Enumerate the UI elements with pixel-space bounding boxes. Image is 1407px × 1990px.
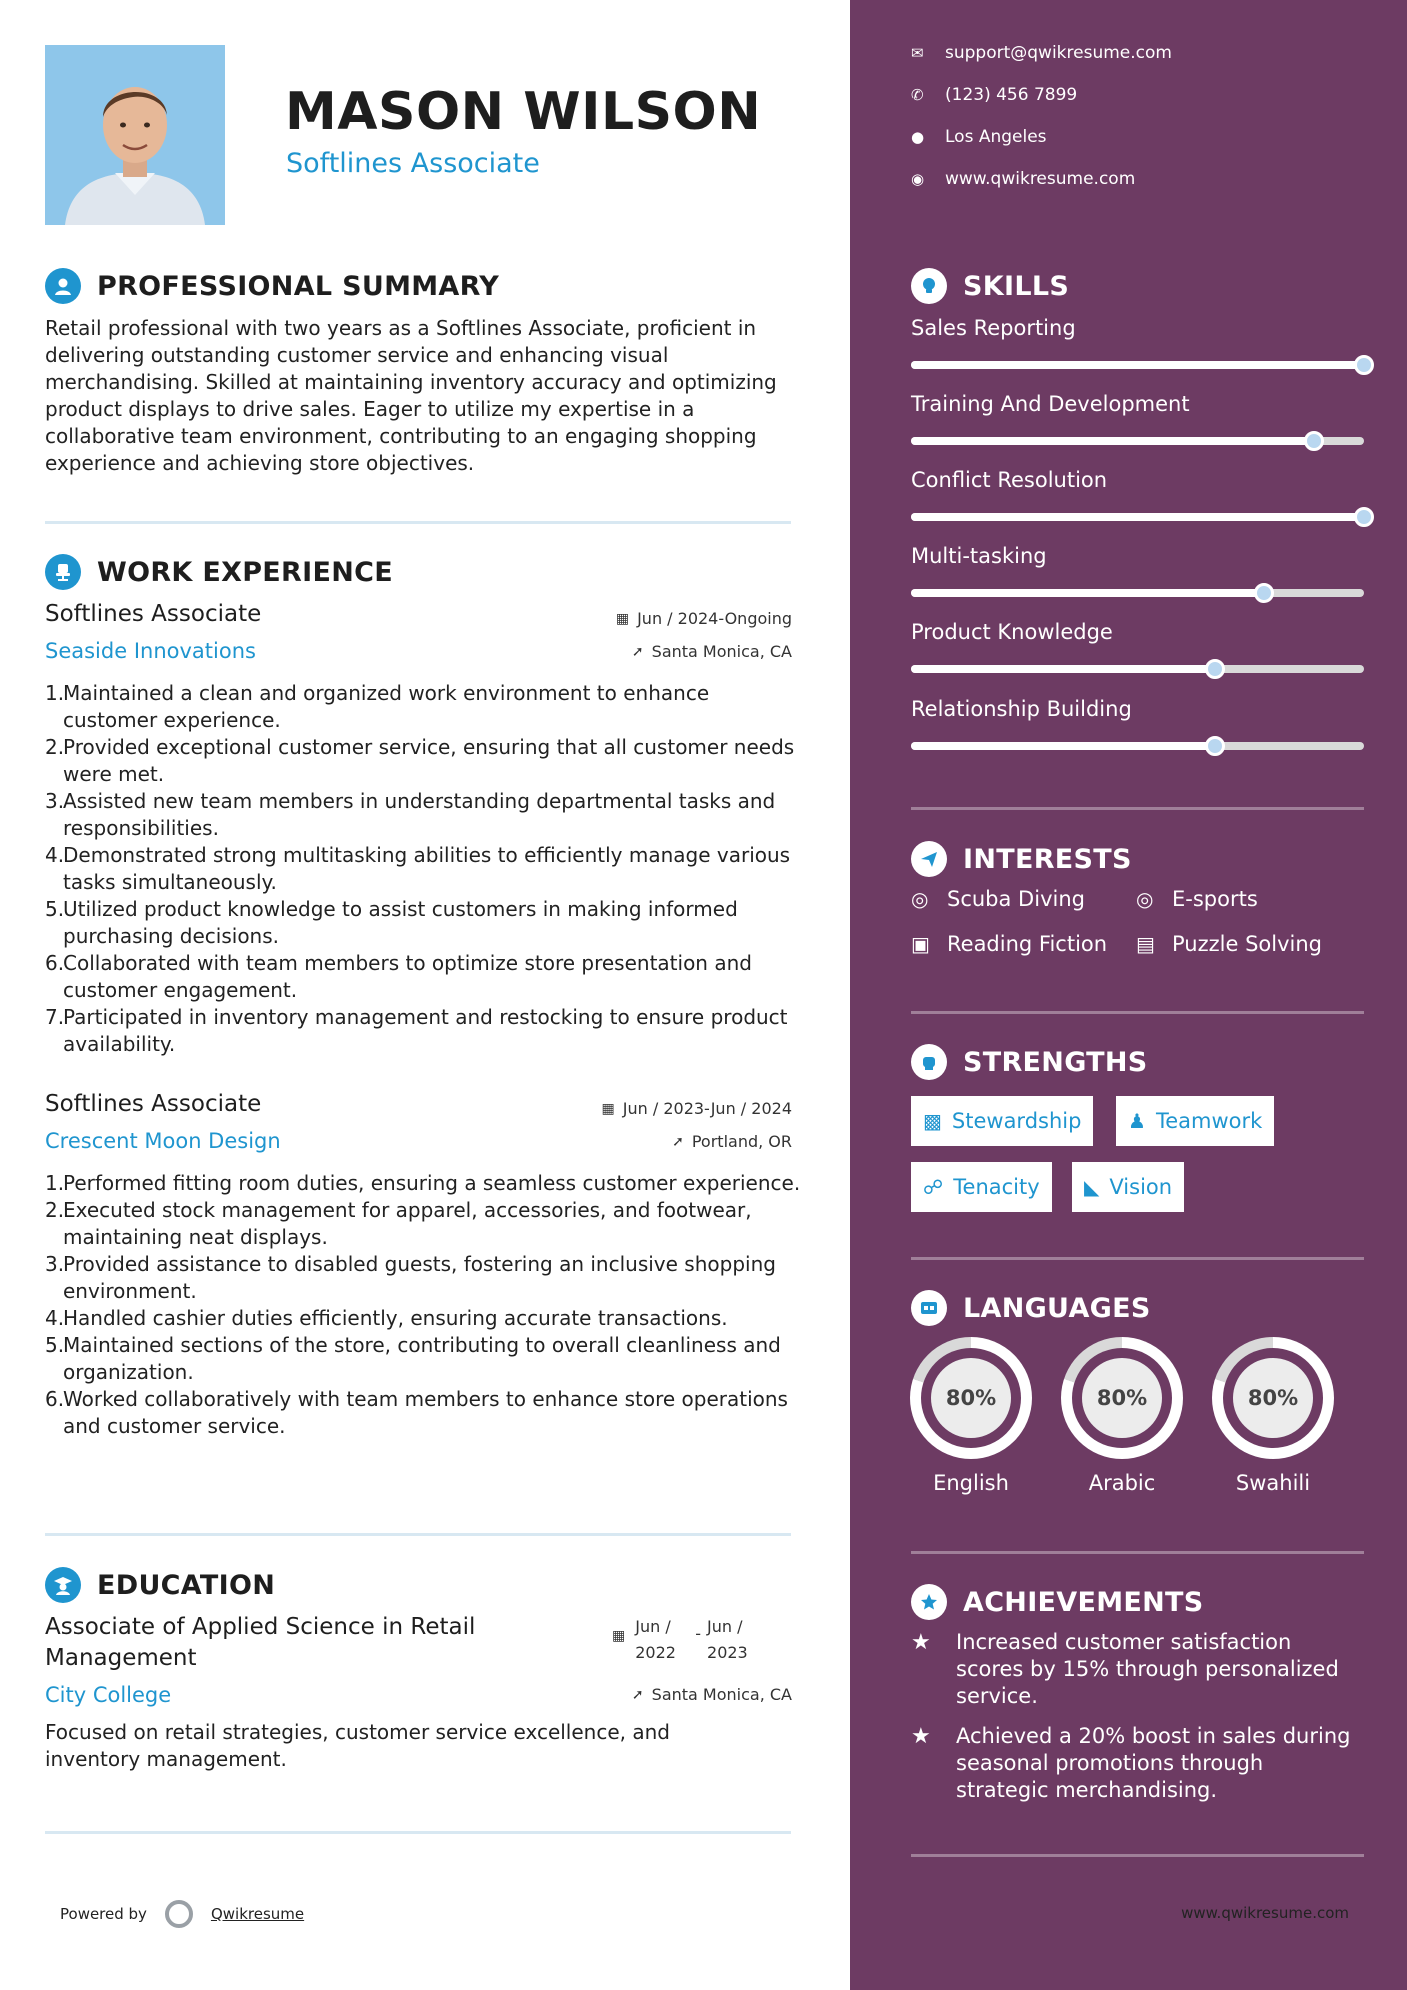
contact-location-text: Los Angeles	[945, 127, 1047, 147]
contact-email-text[interactable]: support@qwikresume.com	[945, 43, 1172, 63]
pin-icon: ➚	[672, 1133, 684, 1150]
language-ring	[910, 1337, 1032, 1459]
interest-label: E-sports	[1172, 887, 1258, 911]
skill-knob	[1205, 659, 1225, 679]
list-item: 6. Worked collaboratively with team members to enhance store operations and customer service.	[45, 1387, 788, 1438]
strength-tag	[1116, 1096, 1274, 1146]
language-ring	[1061, 1337, 1183, 1459]
contact-phone-text: (123) 456 7899	[945, 85, 1078, 105]
user-icon	[45, 268, 81, 304]
achievement-text: Achieved a 20% boost in sales during seasonal promotions through strategic merchandising.	[956, 1724, 1351, 1802]
skill-fill	[911, 513, 1364, 521]
language-percent: 80%	[1233, 1358, 1313, 1438]
language-percent: 80%	[931, 1358, 1011, 1438]
summary-text: Retail professional with two years as a Softlines Associate, proficient in delivering outstanding customer service and enhancing visual merchandising. Skilled at maintaining inventory accuracy and optimizing product displays to drive sales. Eager to utilize my expertise in a collaborative team environment, contributing to an engaging shopping experience and achieving store objectives.	[45, 316, 777, 475]
skill-fill	[911, 665, 1215, 673]
calendar-icon: ▦	[615, 610, 630, 627]
graduate-icon	[45, 1567, 81, 1603]
achievements-heading-label: ACHIEVEMENTS	[963, 1586, 1204, 1618]
strengths-heading	[911, 1044, 1148, 1080]
job-date	[602, 1099, 792, 1118]
users-icon: ♟	[1128, 1109, 1146, 1133]
skill-name: Multi-tasking	[911, 544, 1047, 568]
skill-name: Product Knowledge	[911, 620, 1113, 644]
globe-icon: ◉	[911, 170, 925, 188]
skill-knob	[1205, 736, 1225, 756]
skill-fill	[911, 437, 1314, 445]
list-item: 5. Utilized product knowledge to assist customers in making informed purchasing decisions.	[45, 897, 738, 948]
section-divider	[45, 1533, 791, 1536]
skill-bar	[911, 742, 1364, 750]
list-item: 2. Provided exceptional customer service, ensuring that all customer needs were met.	[45, 735, 795, 786]
language-item	[1061, 1337, 1183, 1495]
skill-knob	[1354, 507, 1374, 527]
calendar-icon: ▦	[601, 1100, 615, 1117]
languages-heading	[911, 1290, 1151, 1326]
interests-heading-label: INTERESTS	[963, 843, 1132, 875]
education-end: Jun / 2023	[707, 1617, 748, 1662]
interest-label: Reading Fiction	[947, 932, 1108, 956]
achievements-heading	[911, 1584, 1204, 1620]
skill-name: Sales Reporting	[911, 316, 1076, 340]
strength-tag	[1072, 1162, 1184, 1212]
achievement-item	[911, 1723, 1361, 1804]
work-heading	[45, 554, 393, 590]
skill-bar	[911, 437, 1364, 445]
profile-photo	[45, 45, 225, 225]
skill-bar	[911, 665, 1364, 673]
list-item: 3. Provided assistance to disabled guests, fostering an inclusive shopping environment.	[45, 1252, 776, 1303]
strength-label: Tenacity	[953, 1175, 1040, 1199]
strength-label: Vision	[1109, 1175, 1173, 1199]
contact-phone	[911, 85, 1077, 105]
candidate-name: MASON WILSON	[285, 82, 762, 142]
contact-location	[911, 127, 1047, 147]
contact-website-text[interactable]: www.qwikresume.com	[945, 169, 1136, 189]
star-badge-icon	[911, 1584, 947, 1620]
lifebuoy-icon: ◎	[1136, 887, 1154, 911]
lifebuoy-icon: ◎	[911, 887, 929, 911]
strength-label: Teamwork	[1155, 1109, 1263, 1133]
achievement-item	[911, 1629, 1361, 1710]
strength-label: Stewardship	[951, 1109, 1082, 1133]
list-item: 1. Performed fitting room duties, ensuring a seamless customer experience.	[45, 1171, 801, 1195]
interest-label: Puzzle Solving	[1172, 932, 1322, 956]
job-responsibilities	[45, 1170, 805, 1440]
section-divider	[45, 521, 791, 524]
interest-item	[911, 887, 1085, 911]
contact-email	[911, 43, 1172, 63]
office-chair-icon	[45, 554, 81, 590]
interests-heading	[911, 841, 1132, 877]
skill-bar	[911, 589, 1364, 597]
candidate-title: Softlines Associate	[286, 148, 540, 179]
list-item: 4. Demonstrated strong multitasking abilities to efficiently manage various tasks simultaneously.	[45, 843, 791, 894]
calendar-icon: ▦	[612, 1628, 626, 1644]
skill-fill	[911, 589, 1264, 597]
job-location	[632, 642, 792, 661]
skill-name: Relationship Building	[911, 697, 1132, 721]
list-item: 4. Handled cashier duties efficiently, ensuring accurate transactions.	[45, 1306, 728, 1330]
sidebar-divider	[911, 1854, 1364, 1857]
skill-name: Training And Development	[911, 392, 1190, 416]
job-location-text: Portland, OR	[691, 1132, 792, 1151]
fist-icon	[911, 1044, 947, 1080]
person-illustration	[45, 45, 225, 225]
school-name: City College	[45, 1683, 172, 1707]
degree-title: Associate of Applied Science in Retail Management	[45, 1614, 476, 1671]
sidebar-divider	[911, 1551, 1364, 1554]
star-icon: ★	[911, 1724, 931, 1749]
education-description: Focused on retail strategies, customer service excellence, and inventory management.	[45, 1720, 670, 1771]
languages-heading-label: LANGUAGES	[963, 1292, 1151, 1324]
skill-fill	[911, 361, 1364, 369]
qwikresume-logo-icon	[165, 1900, 193, 1928]
list-item: 1. Maintained a clean and organized work environment to enhance customer experience.	[45, 681, 710, 732]
section-divider	[45, 1831, 791, 1834]
education-dates	[612, 1614, 767, 1666]
paper-plane-icon	[911, 841, 947, 877]
sidebar-divider	[911, 1257, 1364, 1260]
skill-knob	[1354, 355, 1374, 375]
sidebar-divider	[911, 1011, 1364, 1014]
list-item: 2. Executed stock management for apparel, accessories, and footwear, maintaining neat displays.	[45, 1198, 752, 1249]
list-item: 7. Participated in inventory management and restocking to ensure product availability.	[45, 1005, 788, 1056]
footer-url[interactable]: www.qwikresume.com	[1181, 1904, 1349, 1922]
phone-icon: ✆	[911, 86, 924, 104]
language-name: English	[933, 1471, 1009, 1495]
briefcase-icon: ▩	[923, 1109, 942, 1133]
job-date-text: Jun / 2024-Ongoing	[637, 609, 792, 628]
link-icon: ☍	[923, 1175, 944, 1199]
gamepad-icon: ▣	[911, 932, 930, 956]
interest-label: Scuba Diving	[947, 887, 1085, 911]
job-date	[616, 609, 792, 628]
interest-item	[911, 932, 1107, 956]
pin-icon: ➚	[631, 643, 644, 660]
language-percent: 80%	[1082, 1358, 1162, 1438]
list-item: 6. Collaborated with team members to optimize store presentation and customer engagement.	[45, 951, 752, 1002]
job-title: Softlines Associate	[45, 601, 262, 627]
achievement-text: Increased customer satisfaction scores by 15% through personalized service.	[956, 1630, 1339, 1708]
list-item: 3. Assisted new team members in understanding departmental tasks and responsibilities.	[45, 789, 776, 840]
email-icon: ✉	[911, 44, 924, 62]
language-name: Swahili	[1235, 1471, 1311, 1495]
contact-website	[911, 169, 1135, 189]
interest-item	[1136, 932, 1322, 956]
interest-item	[1136, 887, 1258, 911]
job-company: Crescent Moon Design	[45, 1129, 281, 1153]
skill-fill	[911, 742, 1215, 750]
date-separator: -	[695, 1624, 702, 1643]
education-location	[632, 1685, 792, 1704]
work-heading-label: WORK EXPERIENCE	[97, 556, 393, 588]
education-heading-label: EDUCATION	[97, 1569, 276, 1601]
lightbulb-icon	[911, 268, 947, 304]
skill-bar	[911, 513, 1364, 521]
powered-by-label: Powered by	[60, 1905, 147, 1923]
book-icon: ▤	[1136, 932, 1155, 956]
summary-heading	[45, 268, 499, 304]
pin-icon: ➚	[631, 1686, 644, 1703]
sidebar-divider	[911, 807, 1364, 810]
job-responsibilities	[45, 680, 805, 1058]
strength-tag	[911, 1162, 1052, 1212]
language-item	[1212, 1337, 1334, 1495]
strength-tag	[911, 1096, 1093, 1146]
job-location-text: Santa Monica, CA	[651, 642, 792, 661]
summary-heading-label: PROFESSIONAL SUMMARY	[97, 270, 500, 302]
skill-bar	[911, 361, 1364, 369]
location-icon: ●	[911, 128, 925, 146]
job-date-text: Jun / 2023-Jun / 2024	[622, 1099, 792, 1118]
list-item: 5. Maintained sections of the store, contributing to overall cleanliness and organization.	[45, 1333, 781, 1384]
education-heading	[45, 1567, 275, 1603]
job-title: Softlines Associate	[45, 1091, 262, 1117]
language-name: Arabic	[1088, 1471, 1156, 1495]
binoculars-icon: ◣	[1084, 1175, 1100, 1199]
star-icon: ★	[911, 1630, 931, 1655]
language-item	[910, 1337, 1032, 1495]
skills-heading	[911, 268, 1069, 304]
job-company: Seaside Innovations	[45, 639, 256, 663]
translate-icon	[911, 1290, 947, 1326]
skill-name: Conflict Resolution	[911, 468, 1108, 492]
skills-heading-label: SKILLS	[963, 270, 1070, 302]
job-location	[672, 1132, 792, 1151]
brand-link[interactable]: Qwikresume	[210, 1905, 305, 1923]
language-ring	[1212, 1337, 1334, 1459]
strengths-heading-label: STRENGTHS	[963, 1046, 1148, 1078]
education-start: Jun / 2022	[635, 1617, 676, 1662]
education-location-text: Santa Monica, CA	[651, 1685, 792, 1704]
powered-by	[60, 1900, 304, 1928]
